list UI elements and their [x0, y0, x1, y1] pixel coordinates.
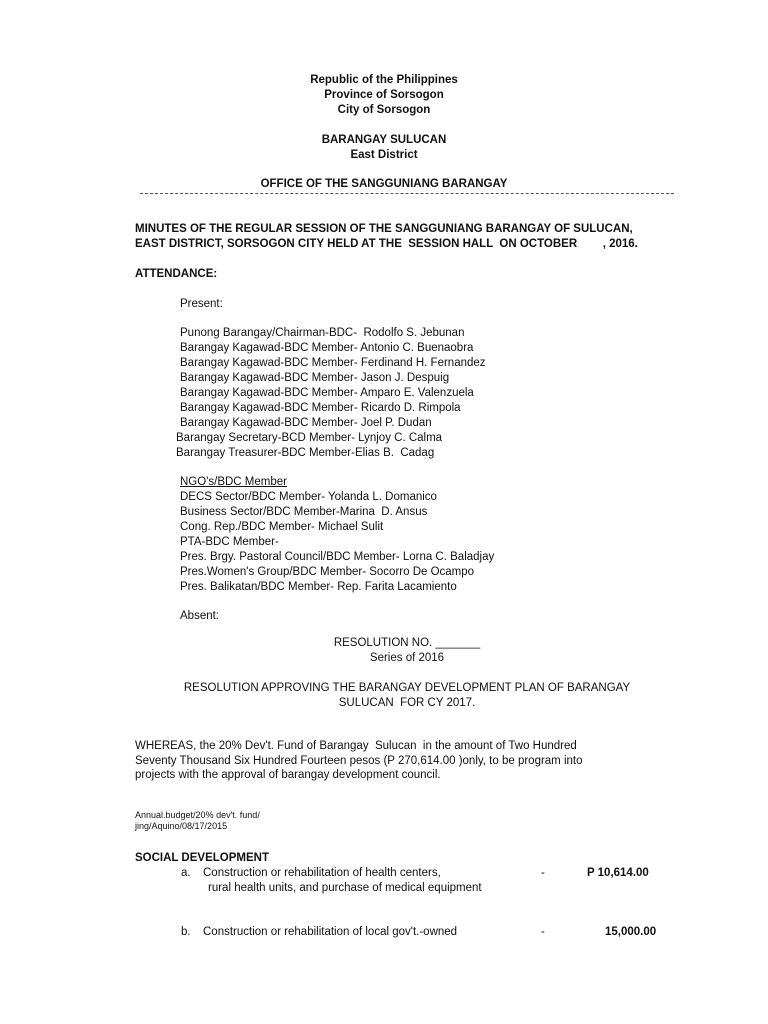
header-republic: Republic of the Philippines [310, 74, 458, 86]
attendance-title: ATTENDANCE: [135, 268, 218, 280]
list-item: Barangay Kagawad-BDC Member- Ricardo D. Rimpola [180, 402, 461, 414]
item-b-amount: 15,000.00 [605, 926, 657, 938]
header-barangay: BARANGAY SULUCAN [321, 134, 447, 146]
list-item: DECS Sector/BDC Member- Yolanda L. Domanico [180, 491, 437, 503]
officers-list [176, 431, 442, 461]
resolution-title-1: RESOLUTION APPROVING THE BARANGAY DEVELOPMENT PLAN OF BARANGAY [183, 682, 631, 694]
item-letter-a: a. [181, 867, 191, 879]
list-item: Pres. Brgy. Pastoral Council/BDC Member- Lorna C. Baladjay [180, 551, 495, 563]
header-province: Province of Sorsogon [324, 89, 444, 101]
whereas-line-2: Seventy Thousand Six Hundred Fourteen pesos (P 270,614.00 )only, to be program into [135, 755, 583, 767]
minutes-line-1: MINUTES OF THE REGULAR SESSION OF THE SANGGUNIANG BARANGAY OF SULUCAN, [135, 223, 633, 235]
social-title: SOCIAL DEVELOPMENT [135, 852, 269, 864]
resolution-series: Series of 2016 [369, 652, 445, 664]
resolution-title-2: SULUCAN FOR CY 2017. [338, 697, 476, 709]
minutes-line-2: EAST DISTRICT, SORSOGON CITY HELD AT THE SESSION HALL ON OCTOBER , 2016. [135, 238, 638, 250]
list-item: Barangay Kagawad-BDC Member- Ferdinand H. Fernandez [180, 357, 486, 369]
list-item: Barangay Treasurer-BDC Member-Elias B. Cadag [176, 447, 435, 459]
footnote-line-2: jing/Aquino/08/17/2015 [135, 821, 228, 831]
footnote-line-1: Annual.budget/20% dev't. fund/ [135, 810, 260, 820]
present-label: Present: [180, 298, 223, 310]
header-district: East District [350, 149, 418, 161]
whereas-line-1: WHEREAS, the 20% Dev't. Fund of Barangay Sulucan in the amount of Two Hundred [135, 740, 577, 752]
item-b-dash: - [541, 926, 545, 938]
list-item: Pres.Women's Group/BDC Member- Socorro De Ocampo [180, 566, 475, 578]
list-item: Barangay Kagawad-BDC Member- Jason J. Despuig [180, 372, 450, 384]
resolution-number: RESOLUTION NO. _______ [333, 637, 481, 649]
item-a-dash: - [541, 867, 545, 879]
list-item: Barangay Kagawad-BDC Member- Joel P. Dudan [180, 417, 432, 429]
header-office: OFFICE OF THE SANGGUNIANG BARANGAY [260, 178, 508, 190]
list-item: Barangay Kagawad-BDC Member- Amparo E. Valenzuela [180, 387, 474, 399]
list-item: Barangay Kagawad-BDC Member- Antonio C. Buenaobra [180, 342, 474, 354]
item-a-amount: P 10,614.00 [587, 867, 649, 879]
ngo-list [180, 490, 494, 595]
item-a-line-1: Construction or rehabilitation of health centers, [203, 867, 441, 879]
header-city: City of Sorsogon [337, 104, 431, 116]
list-item: Cong. Rep./BDC Member- Michael Sulit [180, 521, 384, 533]
list-item: Barangay Secretary-BCD Member- Lynjoy C. Calma [176, 432, 443, 444]
whereas-line-3: projects with the approval of barangay development council. [135, 769, 441, 781]
list-item: Punong Barangay/Chairman-BDC- Rodolfo S. Jebunan [180, 327, 465, 339]
header-divider [140, 193, 674, 195]
list-item: Business Sector/BDC Member-Marina D. Ansus [180, 506, 428, 518]
item-a-line-2: rural health units, and purchase of medical equipment [208, 882, 482, 894]
item-b-line-1: Construction or rehabilitation of local gov't.-owned [203, 926, 458, 938]
absent-label: Absent: [180, 610, 219, 622]
list-item: PTA-BDC Member- [180, 536, 279, 548]
ngo-title: NGO's/BDC Member [180, 476, 287, 488]
item-letter-b: b. [181, 926, 191, 938]
list-item: Pres. Balikatan/BDC Member- Rep. Farita Lacamiento [180, 581, 457, 593]
present-list [180, 326, 486, 431]
